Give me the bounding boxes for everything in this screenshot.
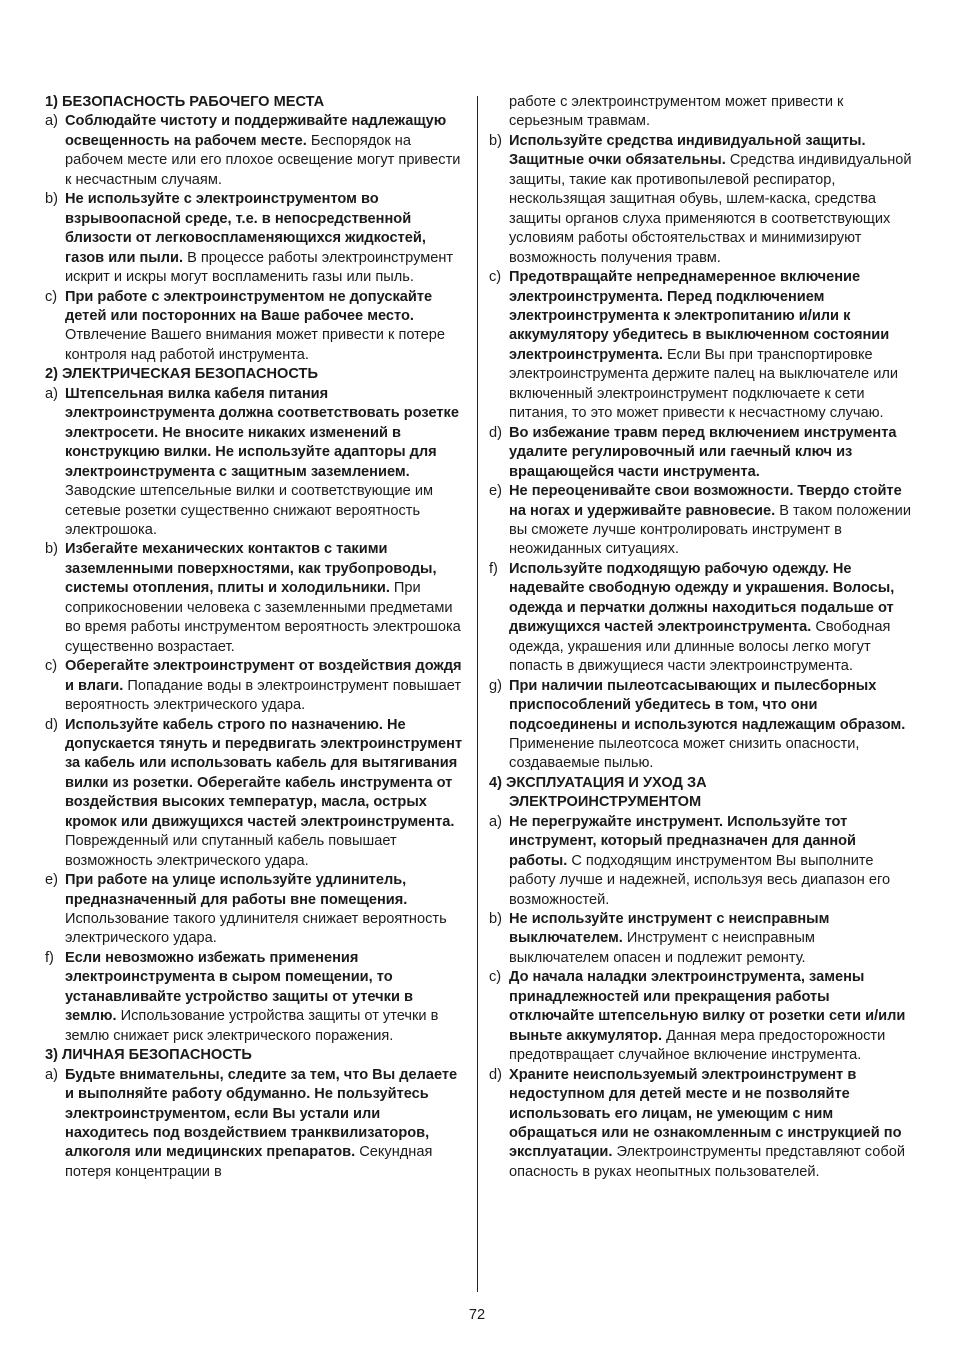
- list-item: [45, 288, 467, 366]
- item-bold-text: Не используйте инструмент с неисправным выключателем.: [509, 911, 830, 947]
- item-text: В таком положении вы сможете лучше контролировать инструмент в неожиданных ситуациях.: [509, 502, 911, 558]
- list-item: [489, 268, 914, 424]
- column-divider: [477, 96, 478, 1292]
- list-item: [489, 560, 914, 677]
- item-letter: a): [45, 1066, 58, 1083]
- item-letter: a): [489, 813, 502, 830]
- list-item: [45, 949, 467, 1046]
- item-bold-text: До начала наладки электроинструмента, замены принадлежностей или прекращения работы отключайте штепсельную вилку от розетки сети и/или выньте аккумулятор.: [509, 969, 906, 1044]
- left-column: [45, 93, 467, 1182]
- item-text: Свободная одежда, украшения или длинные волосы легко могут попасть в движущиеся части электроинструмента.: [509, 619, 891, 675]
- list-item: [489, 482, 914, 560]
- item-text: Попадание воды в электроинструмент повышает вероятность электрического удара.: [65, 677, 462, 714]
- list-item: [489, 677, 914, 774]
- item-letter: c): [45, 658, 58, 675]
- item-bold-text: При работе на улице используйте удлинитель, предназначенный для работы вне помещения.: [65, 872, 408, 908]
- list-item: [45, 385, 467, 541]
- list-item: [45, 540, 467, 657]
- list-item: [489, 813, 914, 910]
- item-text: Поврежденный или спутанный кабель повышает возможность электрического удара.: [65, 833, 397, 869]
- item-letter: a): [45, 113, 58, 130]
- list-item: [489, 910, 914, 968]
- item-text: Использование устройства защиты от утечки в землю снижает риск электрического поражения.: [65, 1008, 439, 1044]
- item-bold-text: Используйте средства индивидуальной защиты. Защитные очки обязательны.: [509, 132, 866, 169]
- section-heading: 1) БЕЗОПАСНОСТЬ РАБОЧЕГО МЕСТА: [45, 94, 325, 110]
- item-bold-text: Используйте кабель строго по назначению. Не допускается тянуть и передвигать электроинструмент за кабель или использовать кабель для вытягивания вилки из розетки. Оберегайте кабель инструмента от воздействия высоких температур, масла, острых кромок или движущихся частей электроинструмента.: [65, 716, 463, 830]
- list-item: [45, 871, 467, 949]
- item-text: Беспорядок на рабочем месте или его плохое освещение могут привести к несчастным случаям.: [65, 132, 461, 188]
- section-heading: 3) ЛИЧНАЯ БЕЗОПАСНОСТЬ: [45, 1047, 252, 1064]
- section-heading: 2) ЭЛЕКТРИЧЕСКАЯ БЕЗОПАСНОСТЬ: [45, 366, 318, 383]
- item-letter: d): [489, 1066, 502, 1083]
- item-bold-text: При работе с электроинструментом не допускайте детей или посторонних на Ваше рабочее место.: [65, 288, 433, 324]
- list-item: [45, 657, 467, 715]
- item-text: Применение пылеотсоса может снизить опасности, создаваемые пылью.: [509, 735, 860, 772]
- item-bold-text: Не перегружайте инструмент. Используйте тот инструмент, который предназначен для данной работы.: [509, 813, 857, 869]
- item-letter: g): [489, 677, 502, 694]
- item-text: Заводские штепсельные вилки и соответствующие им сетевые розетки существенно снижают вероятность электрошока.: [65, 483, 434, 538]
- item-letter: b): [45, 191, 58, 208]
- item-bold-text: Во избежание травм перед включением инструмента удалите регулировочный или гаечный ключ из вращающейся части инструмента.: [509, 424, 897, 480]
- list-item: [489, 1066, 914, 1183]
- item-letter: c): [45, 288, 58, 305]
- item-bold-text: Не переоценивайте свои возможности. Твердо стойте на ногах и удерживайте равновесие.: [509, 483, 902, 519]
- continued-text: работе с электроинструментом может привести к серьезным травмам.: [509, 94, 844, 130]
- item-text: В процессе работы электроинструмент искрит и искры могут воспламенить газы или пыль.: [65, 249, 454, 286]
- item-letter: a): [45, 385, 58, 402]
- item-letter: d): [489, 424, 502, 441]
- item-bold-text: Штепсельная вилка кабеля питания электроинструмента должна соответствовать розетке электросети. Не вносите никаких изменений в конструкцию вилки. Не используйте адапторы для электроинструмента с защитным заземлением.: [65, 385, 459, 480]
- item-letter: e): [489, 483, 502, 500]
- list-item: [45, 112, 467, 190]
- item-bold-text: Будьте внимательны, следите за тем, что Вы делаете и выполняйте работу обдуманно. Не пользуйтесь электроинструментом, если Вы устали или находитесь под воздействием транквилизаторов, алкоголя или медицинских препаратов.: [65, 1066, 458, 1161]
- item-text: С подходящим инструментом Вы выполните работу лучше и надежней, используя весь диапазон его возможностей.: [509, 852, 891, 908]
- item-text: Отвлечение Вашего внимания может привести к потере контроля над работой инструмента.: [65, 327, 446, 363]
- item-letter: c): [489, 269, 502, 286]
- item-text: Если Вы при транспортировке электроинструмента держите палец на выключателе или включенный электроинструмент подключаете к сети питания, то это может привести к несчастному случаю.: [509, 346, 899, 422]
- item-bold-text: Не используйте с электроинструментом во взрывоопасной среде, т.е. в непосредственной близости от легковоспламеняющихся жидкостей, газов или пыли.: [65, 191, 426, 266]
- item-letter: b): [489, 911, 502, 928]
- page-number: 72: [468, 1307, 486, 1323]
- item-bold-text: Соблюдайте чистоту и поддерживайте надлежащую освещенность на рабочем месте.: [65, 113, 447, 149]
- item-letter: c): [489, 969, 502, 986]
- item-letter: d): [45, 716, 58, 733]
- item-bold-text: Если невозможно избежать применения электроинструмента в сыром помещении, то устанавливайте устройство защиты от утечки в землю.: [65, 949, 413, 1025]
- section-heading: 4) ЭКСПЛУАТАЦИЯ И УХОД ЗА: [489, 774, 707, 791]
- item-text: Средства индивидуальной защиты, такие как противопылевой респиратор, нескользящая защитная обувь, шлем-каска, средства защиты органов слуха применяются в соответствующих условиям работы обстоятельствах и минимизируют возможность получения травм.: [509, 152, 912, 266]
- item-text: Использование такого удлинителя снижает вероятность электрического удара.: [65, 911, 447, 947]
- item-bold-text: Предотвращайте непреднамеренное включение электроинструмента. Перед подключением электроинструмента к электропитанию и/или к аккумулятору убедитесь в выключенном состоянии электроинструмента.: [509, 269, 890, 363]
- item-letter: b): [489, 132, 502, 149]
- item-bold-text: Избегайте механических контактов с такими заземленными поверхностями, как трубопроводы, системы отопления, плиты и холодильники.: [65, 541, 437, 597]
- list-item: [45, 190, 467, 287]
- item-text: При соприкосновении человека с заземленными предметами во время работы инструментом вероятность электрошока существенно возрастает.: [65, 580, 461, 655]
- item-text: Электроинструменты представляют собой опасность в руках неопытных пользователей.: [509, 1144, 905, 1180]
- item-bold-text: Оберегайте электроинструмент от воздействия дождя и влаги.: [65, 658, 462, 694]
- item-letter: e): [45, 872, 58, 889]
- section-heading-continued: ЭЛЕКТРОИНСТРУМЕНТОМ: [509, 794, 702, 811]
- item-letter: f): [45, 949, 54, 966]
- list-item: [45, 1066, 467, 1183]
- item-bold-text: При наличии пылеотсасывающих и пылесборных приспособлений убедитесь в том, что они подсоединены и используются надлежащим образом.: [509, 677, 906, 733]
- item-letter: f): [489, 560, 498, 577]
- list-item: [489, 132, 914, 268]
- item-text: Данная мера предосторожности предотвращает случайное включение инструмента.: [509, 1027, 886, 1064]
- item-text: Секундная потеря концентрации в: [65, 1144, 433, 1180]
- item-bold-text: Используйте подходящую рабочую одежду. Не надевайте свободную одежду и украшения. Волосы, одежда и перчатки должны находиться подальше от движущихся частей электроинструмента.: [509, 560, 895, 636]
- item-text: Инструмент с неисправным выключателем опасен и подлежит ремонту.: [509, 930, 815, 966]
- list-item: [489, 424, 914, 482]
- list-item: [45, 716, 467, 872]
- right-column: [489, 93, 914, 1182]
- list-item: [489, 968, 914, 1065]
- item-letter: b): [45, 541, 58, 558]
- item-bold-text: Храните неиспользуемый электроинструмент в недоступном для детей месте и не позволяйте использовать его лицам, не умеющим с ним обращаться или не ознакомленным с инструкцией по эксплуатации.: [509, 1066, 902, 1161]
